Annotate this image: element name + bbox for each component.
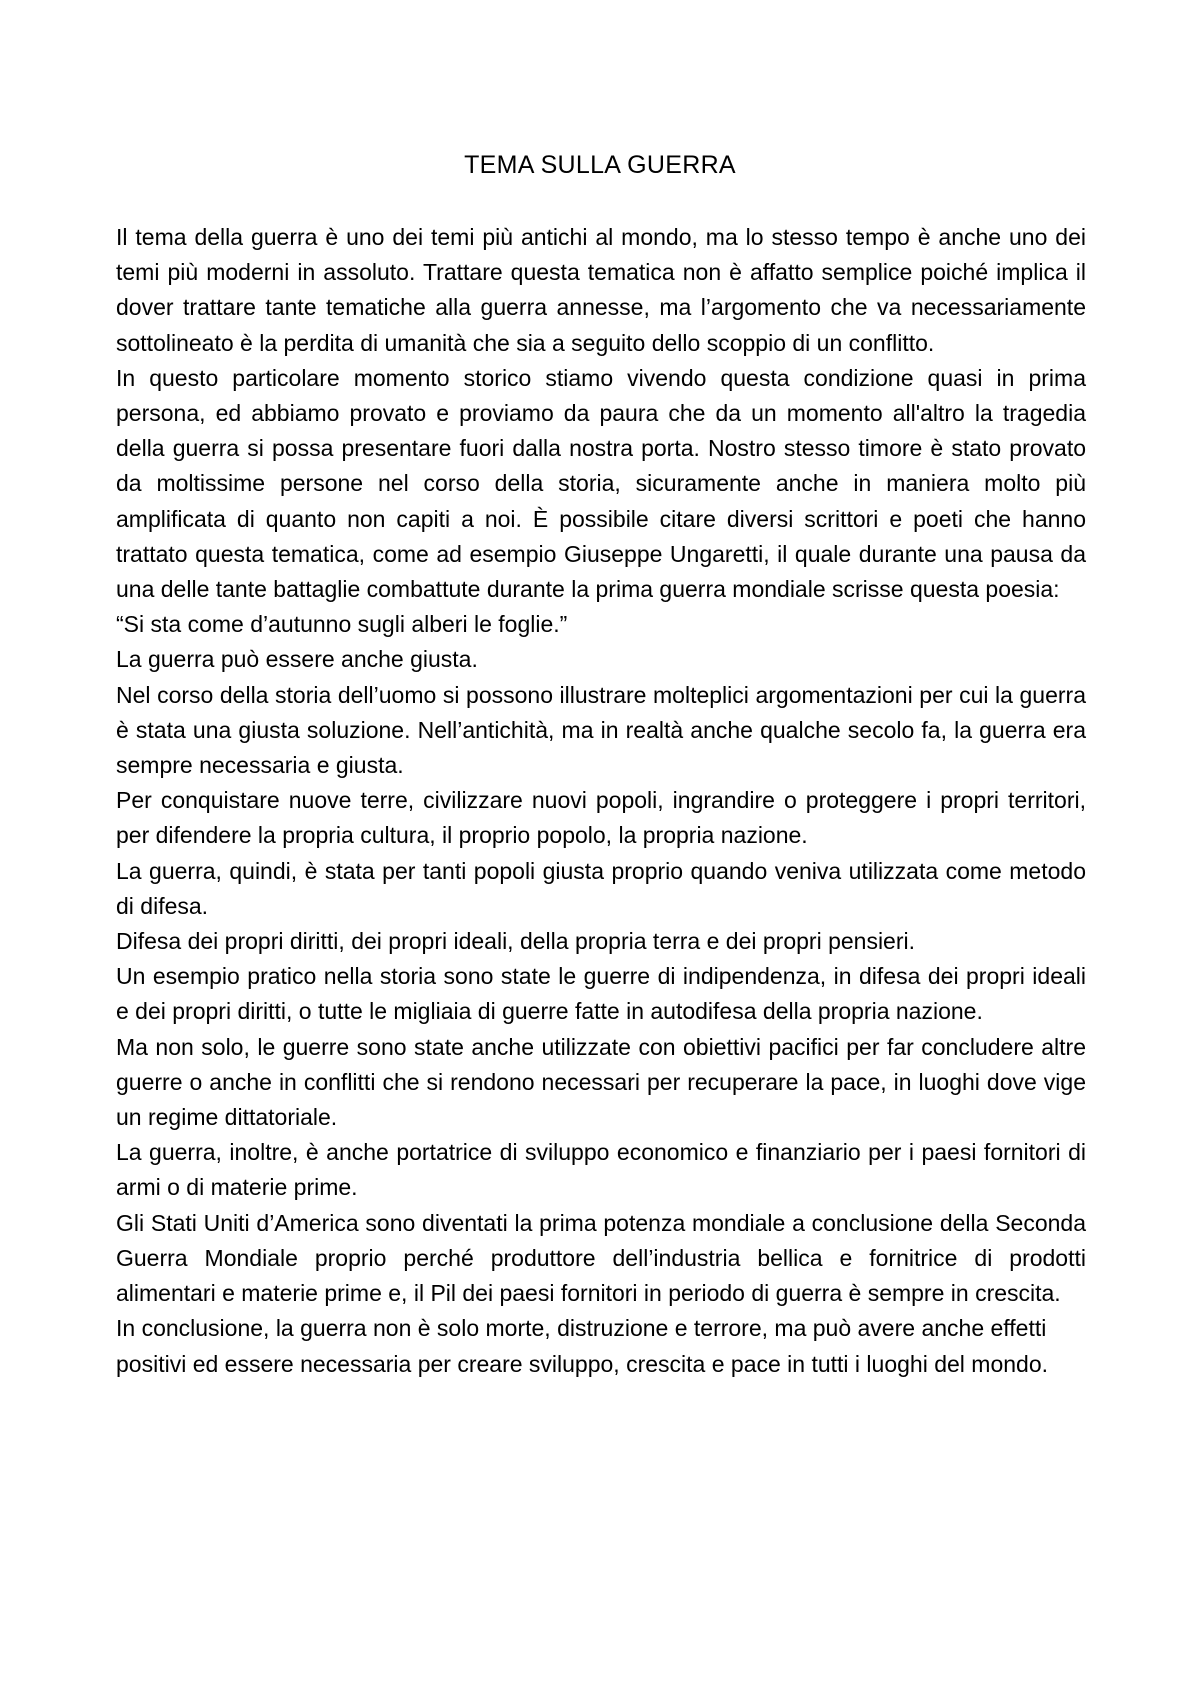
- paragraph-economic-development: La guerra, inoltre, è anche portatrice di sviluppo economico e finanziario per i paesi fornitori di armi o di materie prime.: [116, 1139, 1086, 1201]
- document-title: TEMA SULLA GUERRA: [464, 151, 736, 179]
- paragraph-just-war: La guerra può essere anche giusta.: [116, 646, 478, 673]
- paragraph-rights: Difesa dei propri diritti, dei propri ideali, della propria terra e dei propri pensieri.: [116, 928, 916, 955]
- paragraph-intro: Il tema della guerra è uno dei temi più antichi al mondo, ma lo stesso tempo è anche uno dei temi più moderni in assoluto. Trattare questa tematica non è affatto semplice poiché implica il dover trattare tante tematiche alla guerra annesse, ma l’argomento che va necessariamente sottolineato è la perdita di umanità che sia a seguito dello scoppio di un conflitto.: [116, 224, 1086, 356]
- document-body: [116, 220, 1086, 1382]
- paragraph-peace-objectives: Ma non solo, le guerre sono state anche utilizzate con obiettivi pacifici per far concludere altre guerre o anche in conflitti che si rendono necessari per recuperare la pace, in luoghi dove vige un regime dittatoriale.: [116, 1033, 1086, 1131]
- paragraph-united-states: Gli Stati Uniti d’America sono diventati la prima potenza mondiale a conclusione della Seconda Guerra Mondiale proprio perché produttore dell’industria bellica e fornitrice di prodotti alimentari e materie prime e, il Pil dei paesi fornitori in periodo di guerra è sempre in crescita.: [116, 1209, 1086, 1307]
- paragraph-conquest: Per conquistare nuove terre, civilizzare nuovi popoli, ingrandire o proteggere i propri territori, per difendere la propria cultura, il proprio popolo, la propria nazione.: [116, 787, 1086, 849]
- paragraph-poem-quote: “Si sta come d’autunno sugli alberi le foglie.”: [116, 611, 568, 638]
- paragraph-independence-wars: Un esempio pratico nella storia sono state le guerre di indipendenza, in difesa dei propri ideali e dei propri diritti, o tutte le migliaia di guerre fatte in autodifesa della propria nazione.: [116, 963, 1086, 1025]
- paragraph-historical-moment: In questo particolare momento storico stiamo vivendo questa condizione quasi in prima persona, ed abbiamo provato e proviamo da paura che da un momento all'altro la tragedia della guerra si possa presentare fuori dalla nostra porta. Nostro stesso timore è stato provato da moltissime persone nel corso della storia, sicuramente anche in maniera molto più amplificata di quanto non capiti a noi. È possibile citare diversi scrittori e poeti che hanno trattato questa tematica, come ad esempio Giuseppe Ungaretti, il quale durante una pausa da una delle tante battaglie combattute durante la prima guerra mondiale scrisse questa poesia:: [116, 364, 1086, 603]
- paragraph-conclusion: In conclusione, la guerra non è solo morte, distruzione e terrore, ma può avere anche effetti positivi ed essere necessaria per creare sviluppo, crescita e pace in tutti i luoghi del mondo.: [116, 1315, 1048, 1377]
- paragraph-history-arguments: Nel corso della storia dell’uomo si possono illustrare molteplici argomentazioni per cui la guerra è stata una giusta soluzione. Nell’antichità, ma in realtà anche qualche secolo fa, la guerra era sempre necessaria e giusta.: [116, 681, 1086, 779]
- paragraph-defense: La guerra, quindi, è stata per tanti popoli giusta proprio quando veniva utilizzata come metodo di difesa.: [116, 857, 1086, 919]
